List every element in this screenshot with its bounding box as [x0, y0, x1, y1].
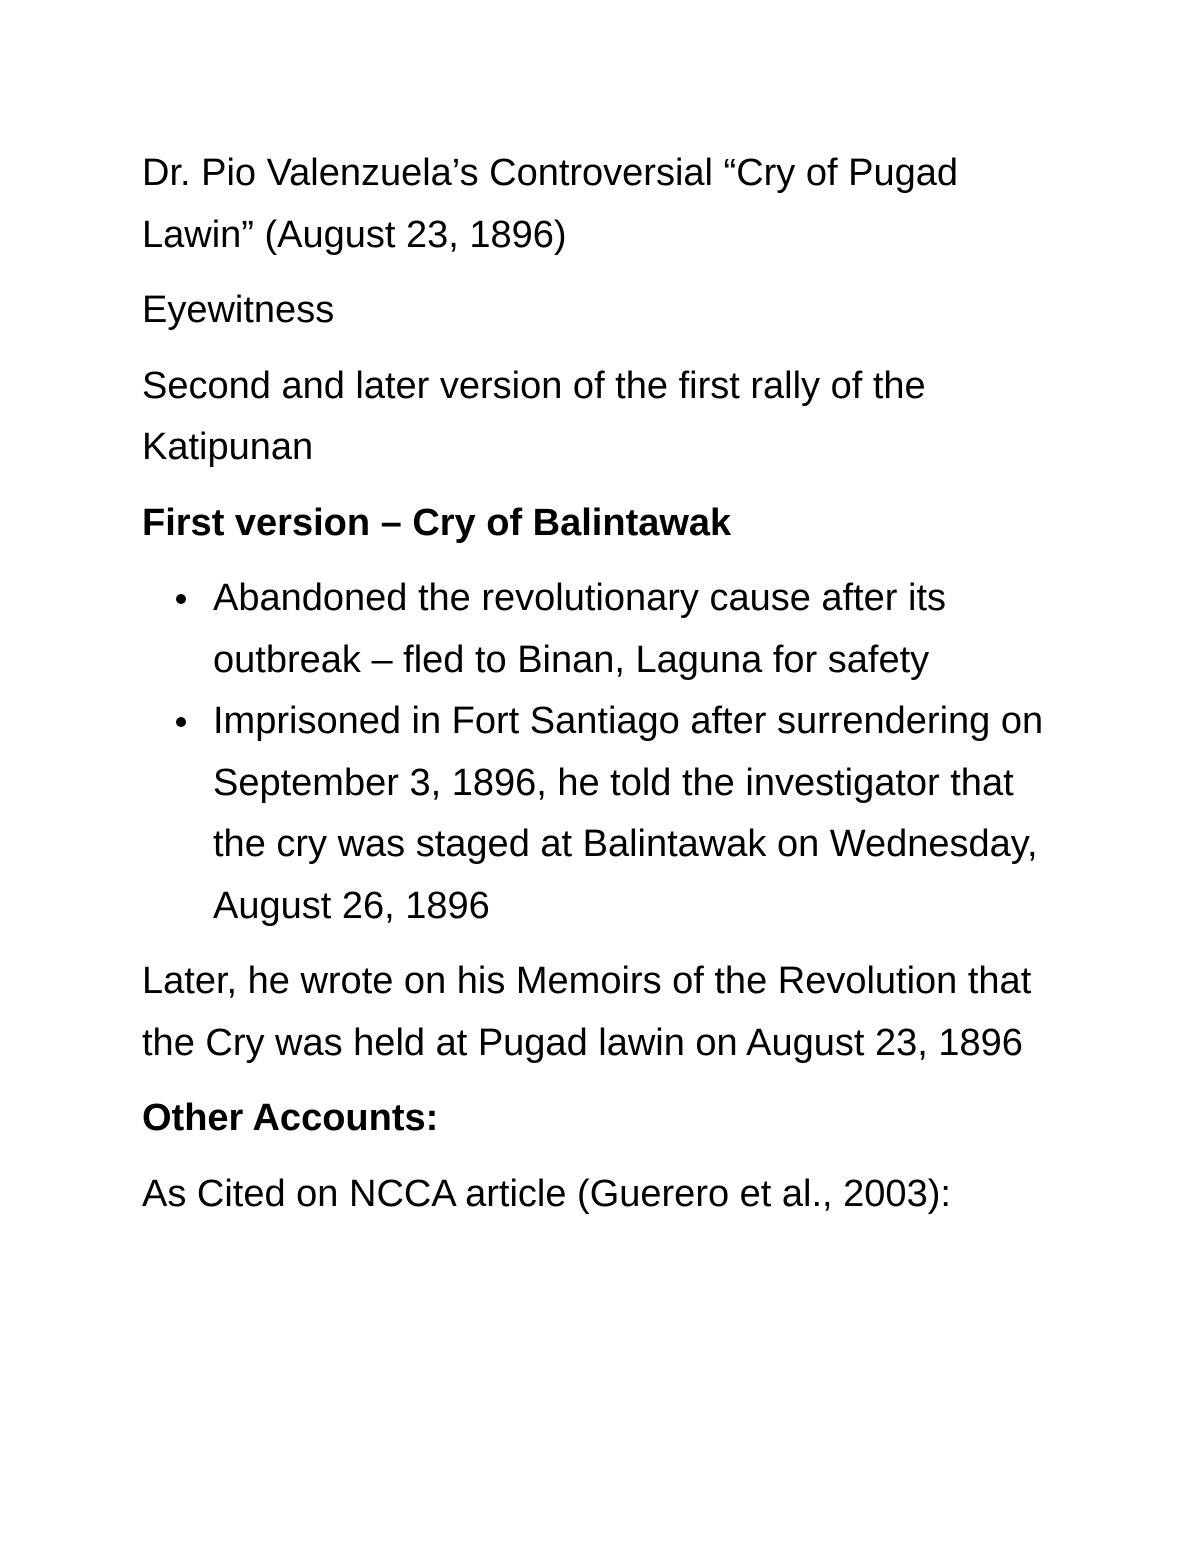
- first-version-heading: First version – Cry of Balintawak: [142, 501, 732, 544]
- other-accounts-heading: Other Accounts:: [142, 1097, 439, 1139]
- bullet-text: Imprisoned in Fort Santiago after surrendering on September 3, 1896, he told the investigator that the cry was staged at Balintawak on Wednesday, August 26, 1896: [213, 700, 1044, 927]
- cited-paragraph: As Cited on NCCA article (Guerero et al., 2003):: [142, 1172, 951, 1215]
- second-version-paragraph: Second and later version of the first rally of the Katipunan: [142, 364, 926, 468]
- first-version-bullet-list: [142, 568, 1062, 937]
- document-body: [142, 143, 1062, 1239]
- document-title: Dr. Pio Valenzuela’s Controversial “Cry of Pugad Lawin” (August 23, 1896): [142, 152, 958, 256]
- bullet-dot-icon: [176, 717, 186, 727]
- bullet-dot-icon: [176, 594, 186, 604]
- eyewitness-label: Eyewitness: [142, 289, 335, 331]
- later-memoirs-paragraph: Later, he wrote on his Memoirs of the Revolution that the Cry was held at Pugad lawin on August 23, 1896: [142, 960, 1032, 1064]
- list-item: [142, 691, 1062, 937]
- list-item: [142, 568, 1062, 691]
- bullet-text: Abandoned the revolutionary cause after its outbreak – fled to Binan, Laguna for safety: [213, 577, 947, 681]
